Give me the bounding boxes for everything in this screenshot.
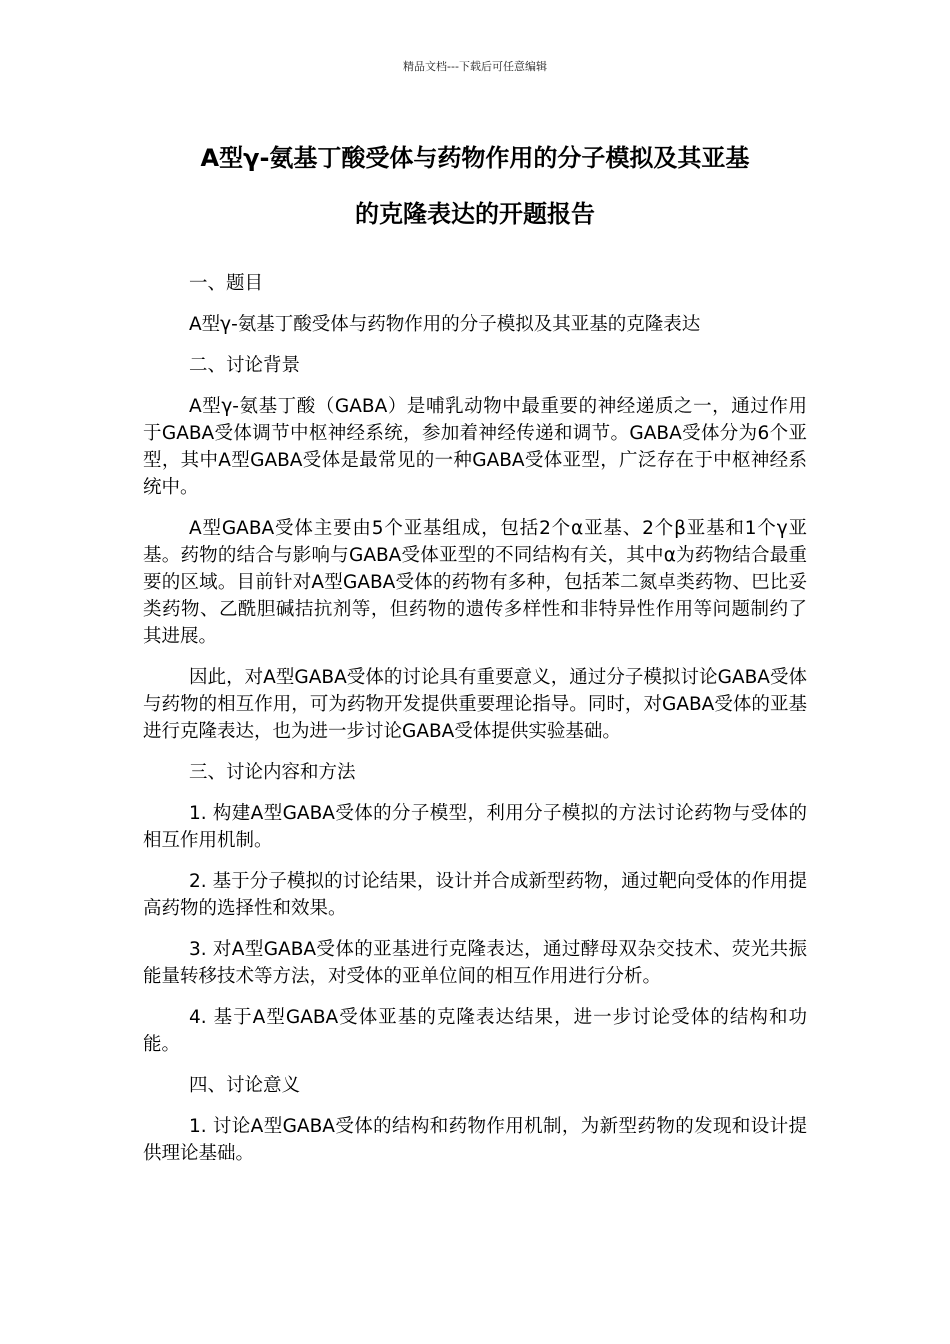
title-line-2: 的克隆表达的开题报告: [355, 200, 595, 228]
background-paragraph-1: A型γ-氨基丁酸（GABA）是哺乳动物中最重要的神经递质之一，通过作用于GABA受体调节中枢神经系统，参加着神经传递和调节。GABA受体分为6个亚型，其中A型GABA受体是最常见的一种GABA受体亚型，广泛存在于中枢神经系统中。: [143, 396, 807, 498]
significance-item-1: 1. 讨论A型GABA受体的结构和药物作用机制，为新型药物的发现和设计提供理论基础。: [143, 1116, 807, 1164]
document-title: [130, 130, 820, 242]
method-item-4: 4. 基于A型GABA受体亚基的克隆表达结果，进一步讨论受体的结构和功能。: [143, 1007, 807, 1055]
section-heading-topic: 一、题目: [189, 273, 264, 294]
header-note: 精品文档---下载后可任意编辑: [403, 60, 547, 73]
section-heading-significance: 四、讨论意义: [189, 1075, 301, 1096]
background-paragraph-3: 因此，对A型GABA受体的讨论具有重要意义，通过分子模拟讨论GABA受体与药物的相互作用，可为药物开发提供重要理论指导。同时，对GABA受体的亚基进行克隆表达，也为进一步讨论GABA受体提供实验基础。: [143, 667, 807, 742]
method-item-2: 2. 基于分子模拟的讨论结果，设计并合成新型药物，通过靶向受体的作用提高药物的选择性和效果。: [143, 871, 807, 919]
method-item-1: 1. 构建A型GABA受体的分子模型，利用分子模拟的方法讨论药物与受体的相互作用机制。: [143, 803, 807, 851]
method-item-3: 3. 对A型GABA受体的亚基进行克隆表达，通过酵母双杂交技术、荧光共振能量转移技术等方法，对受体的亚单位间的相互作用进行分析。: [143, 939, 807, 987]
section-heading-background: 二、讨论背景: [189, 355, 301, 376]
section-heading-methods: 三、讨论内容和方法: [189, 762, 356, 783]
background-paragraph-2: A型GABA受体主要由5个亚基组成，包括2个α亚基、2个β亚基和1个γ亚基。药物的结合与影响与GABA受体亚型的不同结构有关，其中α为药物结合最重要的区域。目前针对A型GABA受体的药物有多种，包括苯二氮卓类药物、巴比妥类药物、乙酰胆碱拮抗剂等，但药物的遗传多样性和非特异性作用等问题制约了其进展。: [143, 518, 807, 647]
topic-text: A型γ-氨基丁酸受体与药物作用的分子模拟及其亚基的克隆表达: [189, 314, 701, 335]
title-line-1: A型γ-氨基丁酸受体与药物作用的分子模拟及其亚基: [200, 144, 750, 172]
document-body: [143, 270, 807, 1181]
